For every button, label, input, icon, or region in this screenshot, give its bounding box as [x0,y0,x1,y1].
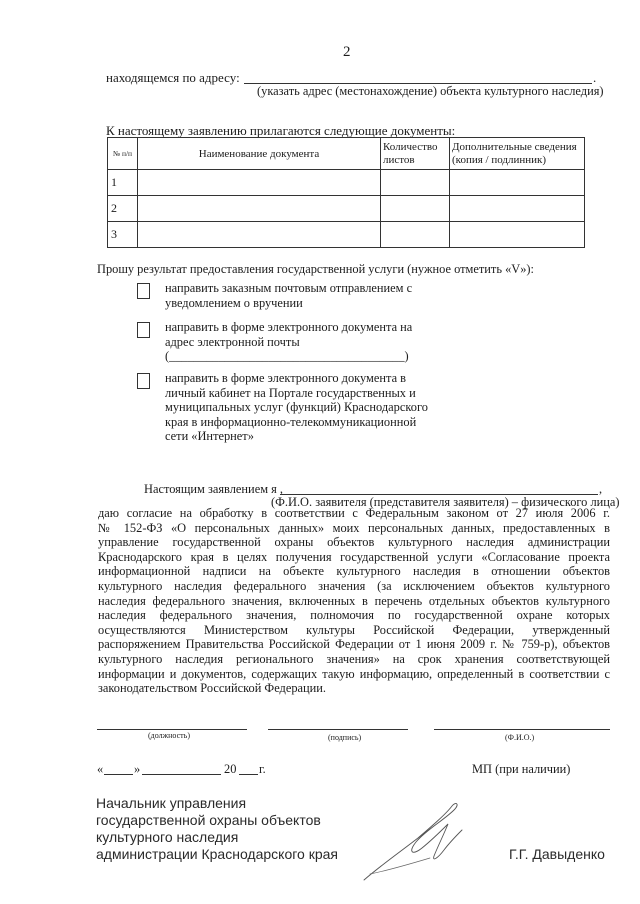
table-row [108,222,585,248]
position-caption: (должность) [148,731,190,740]
signature-field[interactable] [268,729,408,730]
option-line: личный кабинет на Портале государственных и [165,385,416,400]
consent-line: управление государственной охраны объектов культурного наследия администрации [98,535,610,550]
consent-line: законодательством Российской Федерации. [98,681,327,696]
option-portal [165,371,428,444]
chief-name: Г.Г. Давыденко [509,846,605,862]
row-number: 3 [108,222,138,248]
date-year-prefix: 20 [224,762,237,776]
row-number: 1 [108,170,138,196]
consent-line: информации и документов, содержащих такую информацию, определенный в соответствии с [98,666,610,681]
consent-line: наследия федерального значения, включенных в перечень отдельных объектов культурного [98,593,610,608]
documents-table [107,137,585,248]
chief-line: администрации Краснодарского края [96,846,338,862]
email-field[interactable]: (______________________________________) [165,349,409,363]
option-portal-checkbox[interactable] [137,373,150,389]
header-extra: Дополнительные сведения (копия / подлинник) [450,138,585,170]
consent-text [98,506,610,696]
option-mail [165,281,412,310]
qty-cell[interactable] [381,170,450,196]
table-row [108,196,585,222]
consent-line: № 152-ФЗ «О персональных данных» моих персональных данных, предоставленных в [98,520,610,535]
consent-line: осуществляются Министерством культуры Российской Федерации, утвержденный [98,622,610,637]
fio-caption: (Ф.И.О.) [505,733,535,742]
row-number: 2 [108,196,138,222]
applicant-hint: (Ф.И.О. заявителя (представителя заявителя) – физического лица) [271,495,620,509]
extra-cell[interactable] [450,196,585,222]
address-label: находящемся по адресу: [106,70,240,85]
extra-cell[interactable] [450,170,585,196]
consent-lead: Настоящим заявлением я , [144,482,284,496]
option-line: уведомлением о вручении [165,295,303,310]
qty-cell[interactable] [381,196,450,222]
consent-line: культурного наследия регионального значения» на срок хранения соответствующей [98,651,610,666]
consent-line: распоряжением Правительства Российской Федерации от 1 июня 2009 г. № 759-р), объектов [98,637,610,652]
header-name: Наименование документа [138,138,381,170]
qty-cell[interactable] [381,222,450,248]
handwritten-signature [360,800,470,885]
chief-line: Начальник управления [96,795,247,811]
consent-line: даю согласие на обработку в соответствии с Федеральным законом от 27 июля 2006 г. [98,506,610,520]
position-field[interactable] [97,729,247,730]
consent-line: Краснодарского края в целях получения государственной услуги «Согласование проекта [98,549,610,564]
option-line: направить в форме электронного документа в [165,371,407,385]
consent-end-mark: , [599,482,603,496]
consent-line: информационной надписи на объекте культурного наследия в отношении объектов [98,564,610,579]
consent-line: культурного наследия федерального значения (за исключением объектов культурного [98,578,610,593]
option-email [165,320,412,364]
table-row [108,170,585,196]
address-hint: (указать адрес (местонахождение) объекта культурного наследия) [257,84,604,98]
chief-line: государственной охраны объектов [96,812,321,828]
option-line: муниципальных услуг (функций) Краснодарского [165,400,428,414]
signature-caption: (подпись) [328,733,362,742]
stamp-label: МП (при наличии) [472,762,571,776]
document-name-cell[interactable] [138,222,381,248]
option-mail-checkbox[interactable] [137,283,150,299]
header-qty: Количество листов [381,138,450,170]
fio-field[interactable] [434,729,610,730]
extra-cell[interactable] [450,222,585,248]
option-line: направить в форме электронного документа на [165,320,413,334]
date-month-field[interactable] [142,774,221,775]
document-name-cell[interactable] [138,196,381,222]
option-line: края в информационно-телекоммуникационной [165,414,417,429]
document-name-cell[interactable] [138,170,381,196]
date-day-field[interactable] [104,774,133,775]
option-line: сети «Интернет» [165,429,254,443]
address-end-mark: . [593,70,597,85]
documents-intro: К настоящему заявлению прилагаются следующие документы: [106,123,456,138]
page-number: 2 [343,44,351,60]
option-email-checkbox[interactable] [137,322,150,338]
date-year-field[interactable] [239,774,258,775]
date-open-quote: « [97,762,104,776]
chief-title [96,795,338,863]
date-year-suffix: г. [259,762,266,776]
chief-line: культурного наследия [96,829,239,845]
option-line: направить заказным почтовым отправлением с [165,281,413,295]
consent-line: наследия федерального значения, полномочия по государственной охране которых [98,608,610,623]
table-header-row [108,138,585,170]
option-line: адрес электронной почты [165,334,300,349]
delivery-intro: Прошу результат предоставления государственной услуги (нужное отметить «V»): [97,262,535,276]
header-num: № п/п [108,138,138,170]
date-close-quote: » [134,762,141,776]
